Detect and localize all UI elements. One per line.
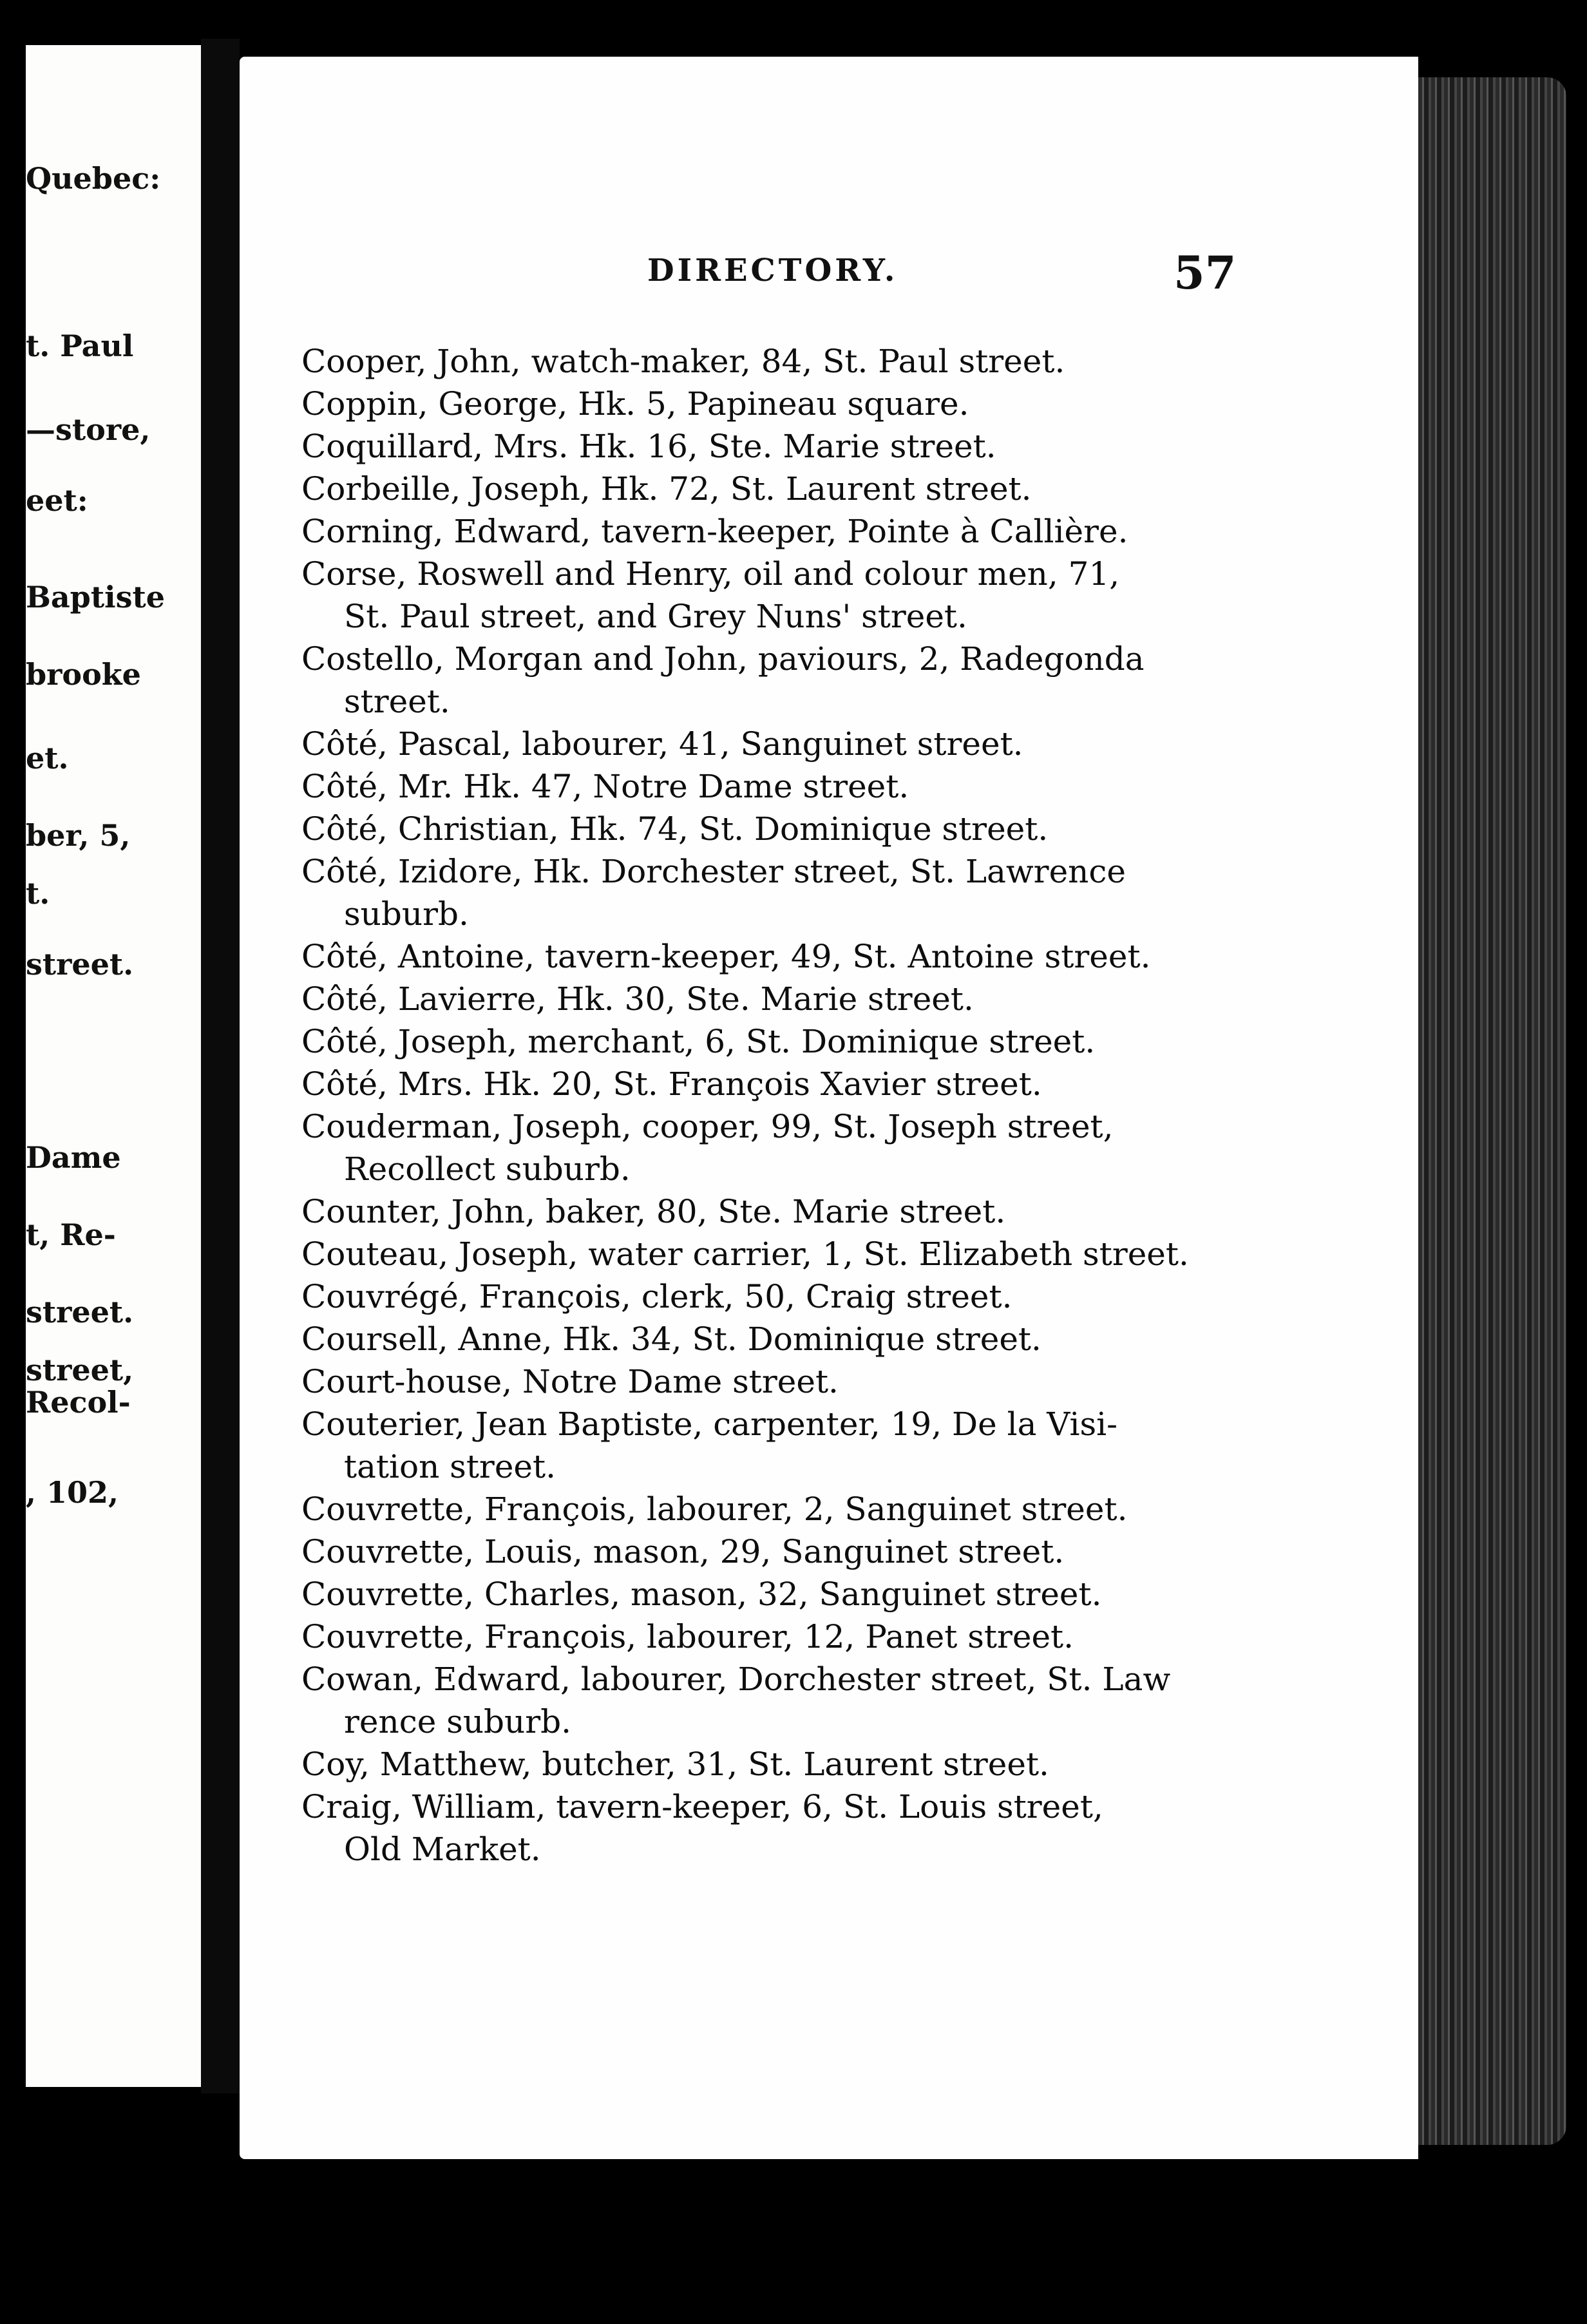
- directory-entry: [301, 808, 1358, 850]
- left-page-line: t. Paul: [26, 329, 134, 363]
- directory-entry: [301, 1573, 1358, 1615]
- entry-line: Couterier, Jean Baptiste, carpenter, 19, De la Visi-: [301, 1405, 1118, 1443]
- entry-line: Côté, Christian, Hk. 74, St. Dominique street.: [301, 810, 1049, 848]
- left-page-line: t.: [26, 876, 50, 911]
- left-page-line: street,: [26, 1353, 134, 1387]
- entry-line: Côté, Joseph, merchant, 6, St. Dominique street.: [301, 1023, 1096, 1060]
- directory-entry: [301, 1360, 1358, 1403]
- directory-entry: [301, 1190, 1358, 1233]
- entry-line: Corning, Edward, tavern-keeper, Pointe à Callière.: [301, 513, 1128, 550]
- left-page-line: Quebec:: [26, 161, 161, 196]
- page-number: 57: [1174, 246, 1237, 300]
- directory-entry: [301, 1615, 1358, 1658]
- directory-entry: [301, 850, 1358, 935]
- directory-entry: [301, 553, 1358, 638]
- entry-line: Couvrette, François, labourer, 12, Panet street.: [301, 1618, 1074, 1655]
- directory-entry: [301, 935, 1358, 978]
- directory-entry: [301, 1233, 1358, 1275]
- directory-entry: [301, 978, 1358, 1020]
- entry-line: Couvrette, Louis, mason, 29, Sanguinet street.: [301, 1533, 1065, 1570]
- entry-line: Cooper, John, watch-maker, 84, St. Paul street.: [301, 343, 1065, 380]
- directory-entry: [301, 468, 1358, 510]
- directory-entry: [301, 723, 1358, 765]
- entry-line: Craig, William, tavern-keeper, 6, St. Louis street,: [301, 1788, 1103, 1825]
- running-head: DIRECTORY.: [647, 252, 898, 289]
- directory-entry: [301, 1403, 1358, 1488]
- directory-entry: [301, 1105, 1358, 1190]
- entry-line: Côté, Pascal, labourer, 41, Sanguinet street.: [301, 725, 1023, 763]
- entry-line: Côté, Izidore, Hk. Dorchester street, St. Lawrence: [301, 853, 1126, 890]
- entry-line: Corbeille, Joseph, Hk. 72, St. Laurent street.: [301, 470, 1032, 508]
- directory-entry: [301, 1786, 1358, 1871]
- entry-line: Counter, John, baker, 80, Ste. Marie street.: [301, 1193, 1006, 1230]
- directory-entry: [301, 1488, 1358, 1530]
- left-page-fragment: [26, 45, 201, 2087]
- entry-line: Coquillard, Mrs. Hk. 16, Ste. Marie street.: [301, 428, 996, 465]
- entry-line: Coy, Matthew, butcher, 31, St. Laurent street.: [301, 1746, 1049, 1783]
- entry-continuation-line: rence suburb.: [344, 1703, 572, 1740]
- directory-entry: [301, 1318, 1358, 1360]
- entry-continuation-line: suburb.: [344, 895, 469, 933]
- entry-continuation-line: Old Market.: [344, 1831, 541, 1868]
- entry-continuation-line: St. Paul street, and Grey Nuns' street.: [344, 598, 967, 635]
- directory-entry: [301, 765, 1358, 808]
- page-fore-edge: [1418, 77, 1566, 2145]
- left-page-line: brooke: [26, 657, 141, 692]
- entry-line: Cowan, Edward, labourer, Dorchester street, St. Law: [301, 1661, 1171, 1698]
- entry-line: Court-house, Notre Dame street.: [301, 1363, 839, 1400]
- directory-entry: [301, 1020, 1358, 1063]
- book-gutter: [201, 39, 240, 2093]
- entry-line: Côté, Lavierre, Hk. 30, Ste. Marie street.: [301, 980, 974, 1018]
- entry-line: Couteau, Joseph, water carrier, 1, St. Elizabeth street.: [301, 1235, 1189, 1273]
- entry-line: Côté, Mr. Hk. 47, Notre Dame street.: [301, 768, 909, 805]
- entry-line: Côté, Antoine, tavern-keeper, 49, St. Antoine street.: [301, 938, 1151, 975]
- entry-line: Couvrette, François, labourer, 2, Sanguinet street.: [301, 1491, 1128, 1528]
- directory-entry: [301, 1530, 1358, 1573]
- left-page-line: et.: [26, 741, 69, 776]
- directory-entry: [301, 510, 1358, 553]
- entry-line: Couvrette, Charles, mason, 32, Sanguinet street.: [301, 1576, 1102, 1613]
- left-page-line: t, Re-: [26, 1217, 116, 1252]
- entry-line: Coursell, Anne, Hk. 34, St. Dominique street.: [301, 1320, 1041, 1358]
- left-page-line: Dame: [26, 1140, 121, 1175]
- left-page-line: street.: [26, 1295, 134, 1329]
- directory-entry: [301, 638, 1358, 723]
- directory-entry: [301, 425, 1358, 468]
- directory-entry: [301, 340, 1358, 383]
- directory-entries: [301, 340, 1358, 1871]
- left-page-line: Baptiste: [26, 580, 165, 614]
- directory-entry: [301, 383, 1358, 425]
- left-page-line: , 102,: [26, 1475, 119, 1510]
- entry-line: Couvrégé, François, clerk, 50, Craig street.: [301, 1278, 1012, 1315]
- left-page-line: Recol-: [26, 1385, 131, 1420]
- left-page-line: ber, 5,: [26, 818, 131, 853]
- entry-line: Corse, Roswell and Henry, oil and colour men, 71,: [301, 555, 1120, 593]
- entry-continuation-line: street.: [344, 683, 450, 720]
- left-page-line: street.: [26, 947, 134, 982]
- directory-entry: [301, 1275, 1358, 1318]
- directory-entry: [301, 1063, 1358, 1105]
- left-page-line: —store,: [26, 412, 151, 447]
- entry-line: Costello, Morgan and John, paviours, 2, Radegonda: [301, 640, 1145, 678]
- left-page-line: eet:: [26, 483, 88, 518]
- entry-line: Coppin, George, Hk. 5, Papineau square.: [301, 385, 969, 423]
- entry-line: Côté, Mrs. Hk. 20, St. François Xavier street.: [301, 1065, 1042, 1103]
- directory-entry: [301, 1743, 1358, 1786]
- entry-line: Couderman, Joseph, cooper, 99, St. Joseph street,: [301, 1108, 1114, 1145]
- directory-entry: [301, 1658, 1358, 1743]
- entry-continuation-line: tation street.: [344, 1448, 556, 1485]
- entry-continuation-line: Recollect suburb.: [344, 1150, 631, 1188]
